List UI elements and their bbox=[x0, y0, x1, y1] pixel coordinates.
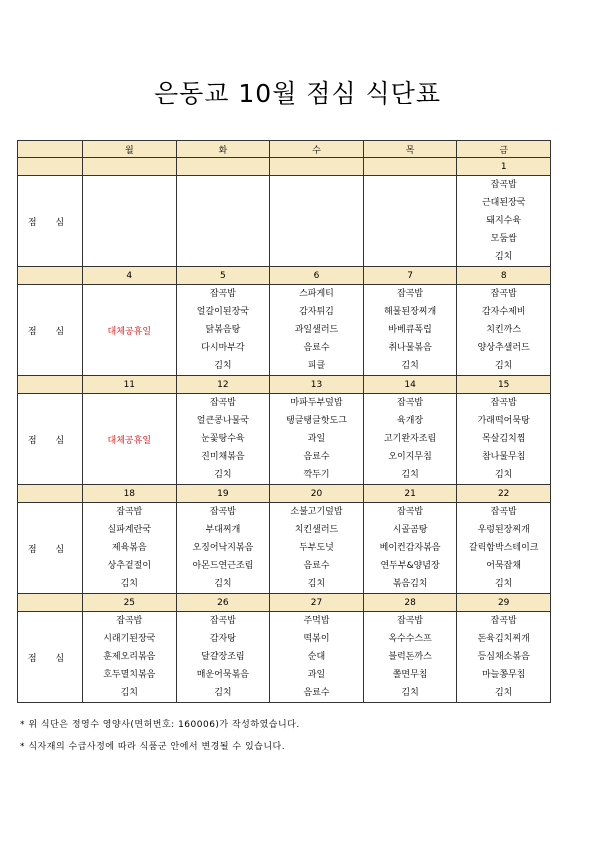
menu-item: 취나물볶음 bbox=[388, 343, 432, 353]
menu-cell-tue bbox=[176, 285, 270, 376]
menu-item: 목살김치찜 bbox=[481, 434, 526, 444]
date-cell-mon bbox=[83, 158, 177, 176]
menu-cell-tue bbox=[176, 394, 270, 485]
menu-item: 돈육김치찌개 bbox=[477, 634, 530, 644]
menu-item: 시골곰탕 bbox=[392, 525, 428, 535]
menu-item: 피클 bbox=[307, 361, 326, 371]
menu-item: 탱글탱글핫도그 bbox=[286, 416, 347, 426]
date-cell-fri: 8 bbox=[457, 267, 551, 285]
menu-item: 깍두기 bbox=[303, 470, 330, 480]
menu-item: 마파두부덮밥 bbox=[290, 398, 343, 408]
menu-item: 잡곡밥 bbox=[116, 616, 143, 626]
date-row-label bbox=[18, 267, 83, 285]
menu-item: 음료수 bbox=[303, 561, 330, 571]
menu-cell-fri bbox=[457, 503, 551, 594]
menu-item: 음료수 bbox=[303, 688, 330, 698]
menu-item: 눈꽃탕수육 bbox=[201, 434, 245, 444]
menu-item bbox=[270, 176, 363, 194]
menu-item: 얼큰콩나물국 bbox=[196, 416, 249, 426]
menu-item: 육개장 bbox=[397, 416, 424, 426]
page-title: 은동교 10월 점심 식단표 bbox=[153, 79, 441, 108]
menu-table bbox=[17, 140, 551, 703]
menu-item: 김치 bbox=[494, 579, 513, 589]
date-row bbox=[18, 485, 551, 503]
menu-item: 볶음김치 bbox=[392, 579, 428, 589]
menu-item: 과일 bbox=[307, 434, 326, 444]
menu-item: 진미채볶음 bbox=[201, 452, 245, 462]
menu-item: 잡곡밥 bbox=[209, 289, 236, 299]
menu-cell-wed bbox=[270, 612, 364, 703]
date-cell-tue: 5 bbox=[176, 267, 270, 285]
menu-item: 제육볶음 bbox=[111, 543, 147, 553]
menu-item: 과일샐러드 bbox=[294, 325, 339, 335]
header-corner bbox=[18, 141, 83, 158]
menu-row bbox=[18, 285, 551, 376]
menu-item: 잡곡밥 bbox=[397, 289, 424, 299]
menu-item: 오이지무침 bbox=[388, 452, 432, 462]
menu-item: 감자탕 bbox=[209, 634, 236, 644]
menu-item bbox=[83, 194, 176, 212]
date-cell-tue: 26 bbox=[176, 594, 270, 612]
header-wed: 수 bbox=[270, 141, 364, 158]
menu-item bbox=[364, 212, 457, 230]
menu-item: 참나물무침 bbox=[481, 452, 526, 462]
date-row bbox=[18, 267, 551, 285]
menu-item: 연두부&양념장 bbox=[380, 561, 440, 571]
holiday-cell: 대체공휴일 bbox=[83, 285, 177, 376]
menu-item: 오징어낙지볶음 bbox=[192, 543, 254, 553]
menu-item: 치킨까스 bbox=[486, 325, 522, 335]
menu-cell-mon bbox=[83, 612, 177, 703]
menu-item bbox=[177, 194, 270, 212]
menu-cell-thu bbox=[363, 394, 457, 485]
menu-cell-wed bbox=[270, 285, 364, 376]
meal-label: 점 심 bbox=[18, 503, 83, 594]
menu-item: 잡곡밥 bbox=[209, 398, 236, 408]
menu-item bbox=[83, 212, 176, 230]
menu-item: 잡곡밥 bbox=[490, 180, 517, 190]
date-row-label bbox=[18, 376, 83, 394]
date-cell-wed bbox=[270, 158, 364, 176]
menu-item: 블럭돈까스 bbox=[388, 652, 432, 662]
menu-cell-thu bbox=[363, 503, 457, 594]
menu-cell-thu bbox=[363, 285, 457, 376]
menu-item: 모둠쌈 bbox=[490, 234, 517, 244]
menu-item: 시래기된장국 bbox=[103, 634, 156, 644]
menu-item: 음료수 bbox=[303, 452, 330, 462]
note-author: * 위 식단은 정영수 영양사(면허번호: 160006)가 작성하였습니다. bbox=[20, 720, 300, 730]
menu-item: 순대 bbox=[307, 652, 326, 662]
menu-item: 고기완자조림 bbox=[383, 434, 437, 444]
menu-item: 주먹밥 bbox=[303, 616, 330, 626]
menu-item bbox=[83, 248, 176, 266]
date-cell-wed: 27 bbox=[270, 594, 364, 612]
menu-item: 김치 bbox=[494, 252, 513, 262]
menu-item bbox=[83, 176, 176, 194]
menu-item bbox=[364, 194, 457, 212]
menu-item: 베이컨감자볶음 bbox=[379, 543, 441, 553]
menu-cell-tue bbox=[176, 612, 270, 703]
menu-item bbox=[364, 230, 457, 248]
menu-item bbox=[364, 248, 457, 266]
menu-item bbox=[83, 230, 176, 248]
date-row bbox=[18, 158, 551, 176]
date-cell-tue: 19 bbox=[176, 485, 270, 503]
menu-item bbox=[364, 176, 457, 194]
menu-item bbox=[270, 212, 363, 230]
menu-item: 아몬드연근조림 bbox=[192, 561, 254, 571]
menu-item: 잡곡밥 bbox=[490, 289, 517, 299]
holiday-cell: 대체공휴일 bbox=[83, 394, 177, 485]
menu-item: 김치 bbox=[214, 688, 232, 698]
menu-item: 옥수수스프 bbox=[388, 634, 432, 644]
date-row-label bbox=[18, 594, 83, 612]
menu-item: 음료수 bbox=[303, 343, 330, 353]
menu-item: 잡곡밥 bbox=[397, 616, 424, 626]
menu-item: 어묵잡채 bbox=[486, 561, 522, 571]
menu-item: 감자수제비 bbox=[481, 307, 526, 317]
date-cell-fri: 22 bbox=[457, 485, 551, 503]
date-cell-thu: 21 bbox=[363, 485, 457, 503]
menu-item: 잡곡밥 bbox=[397, 398, 424, 408]
meal-label: 점 심 bbox=[18, 612, 83, 703]
menu-cell-tue bbox=[176, 503, 270, 594]
menu-item: 잡곡밥 bbox=[490, 616, 517, 626]
menu-item bbox=[177, 176, 270, 194]
menu-item: 잡곡밥 bbox=[397, 507, 424, 517]
menu-cell-wed bbox=[270, 503, 364, 594]
menu-item: 해물된장찌개 bbox=[383, 307, 437, 317]
date-row-label bbox=[18, 485, 83, 503]
date-cell-fri: 29 bbox=[457, 594, 551, 612]
meal-label: 점 심 bbox=[18, 394, 83, 485]
menu-item: 떡볶이 bbox=[303, 634, 330, 644]
date-row bbox=[18, 594, 551, 612]
menu-item bbox=[270, 230, 363, 248]
date-cell-wed: 6 bbox=[270, 267, 364, 285]
menu-item: 김치 bbox=[494, 688, 513, 698]
menu-item: 김치 bbox=[401, 688, 419, 698]
menu-item: 두부도넛 bbox=[299, 543, 334, 553]
menu-item: 근대된장국 bbox=[481, 198, 526, 208]
header-thu: 목 bbox=[363, 141, 457, 158]
menu-item: 호두멸치볶음 bbox=[103, 670, 156, 680]
menu-item bbox=[177, 212, 270, 230]
menu-item: 달걀장조림 bbox=[201, 652, 245, 662]
menu-item: 잡곡밥 bbox=[209, 507, 236, 517]
date-cell-thu: 7 bbox=[363, 267, 457, 285]
menu-cell-tue bbox=[176, 176, 270, 267]
date-cell-thu: 14 bbox=[363, 376, 457, 394]
note-change: * 식자재의 수급사정에 따라 식품군 안에서 변경될 수 있습니다. bbox=[20, 742, 286, 752]
menu-cell-fri bbox=[457, 285, 551, 376]
menu-item: 감자튀김 bbox=[299, 307, 334, 317]
menu-item: 치킨샐러드 bbox=[294, 525, 339, 535]
menu-item: 스파게티 bbox=[299, 289, 334, 299]
menu-cell-mon bbox=[83, 176, 177, 267]
date-cell-tue: 12 bbox=[176, 376, 270, 394]
date-row-label bbox=[18, 158, 83, 176]
menu-item: 김치 bbox=[214, 361, 232, 371]
menu-item bbox=[177, 248, 270, 266]
menu-row bbox=[18, 503, 551, 594]
menu-item: 잡곡밥 bbox=[116, 507, 143, 517]
menu-item: 김치 bbox=[401, 361, 419, 371]
menu-item: 김치 bbox=[120, 579, 138, 589]
menu-item: 양상추샐러드 bbox=[477, 343, 530, 353]
menu-item: 잡곡밥 bbox=[490, 398, 517, 408]
menu-item: 잡곡밥 bbox=[209, 616, 236, 626]
menu-cell-fri bbox=[457, 394, 551, 485]
menu-item: 소불고기덮밥 bbox=[290, 507, 343, 517]
menu-item: 쫄면무침 bbox=[392, 670, 428, 680]
menu-item: 김치 bbox=[401, 470, 419, 480]
menu-item: 과일 bbox=[307, 670, 326, 680]
menu-item: 김치 bbox=[214, 470, 232, 480]
date-cell-fri: 15 bbox=[457, 376, 551, 394]
date-cell-thu bbox=[363, 158, 457, 176]
menu-item: 김치 bbox=[214, 579, 232, 589]
menu-item: 김치 bbox=[494, 470, 513, 480]
menu-cell-thu bbox=[363, 612, 457, 703]
menu-cell-fri bbox=[457, 612, 551, 703]
menu-item: 우렁된장찌개 bbox=[477, 525, 530, 535]
date-cell-fri: 1 bbox=[457, 158, 551, 176]
date-row bbox=[18, 376, 551, 394]
menu-item: 김치 bbox=[307, 579, 326, 589]
menu-item: 상추겉절이 bbox=[107, 561, 152, 571]
menu-item: 김치 bbox=[494, 361, 513, 371]
menu-item bbox=[270, 248, 363, 266]
menu-item: 얼갈이된장국 bbox=[196, 307, 249, 317]
menu-cell-mon bbox=[83, 503, 177, 594]
header-tue: 화 bbox=[176, 141, 270, 158]
menu-row bbox=[18, 394, 551, 485]
header-mon: 월 bbox=[83, 141, 177, 158]
menu-item: 돼지수육 bbox=[486, 216, 522, 226]
menu-item: 닭볶음탕 bbox=[205, 325, 241, 335]
header-fri: 금 bbox=[457, 141, 551, 158]
date-cell-mon: 18 bbox=[83, 485, 177, 503]
menu-item bbox=[270, 194, 363, 212]
menu-item: 실파계란국 bbox=[107, 525, 152, 535]
menu-item: 바베큐폭립 bbox=[388, 325, 432, 335]
menu-item: 부대찌개 bbox=[205, 525, 241, 535]
notes bbox=[20, 718, 300, 762]
date-cell-mon: 4 bbox=[83, 267, 177, 285]
menu-item: 매운어묵볶음 bbox=[196, 670, 249, 680]
menu-cell-wed bbox=[270, 394, 364, 485]
date-cell-mon: 25 bbox=[83, 594, 177, 612]
menu-table-body bbox=[18, 141, 551, 703]
menu-item: 다시마부각 bbox=[201, 343, 245, 353]
date-cell-thu: 28 bbox=[363, 594, 457, 612]
menu-cell-fri bbox=[457, 176, 551, 267]
menu-item: 김치 bbox=[120, 688, 138, 698]
menu-cell-wed bbox=[270, 176, 364, 267]
menu-item bbox=[177, 230, 270, 248]
menu-item: 마늘쫑무침 bbox=[481, 670, 526, 680]
menu-cell-thu bbox=[363, 176, 457, 267]
date-cell-wed: 13 bbox=[270, 376, 364, 394]
date-cell-mon: 11 bbox=[83, 376, 177, 394]
weekday-header-row bbox=[18, 141, 551, 158]
menu-item: 잡곡밥 bbox=[490, 507, 517, 517]
meal-label: 점 심 bbox=[18, 285, 83, 376]
menu-item: 등심채소볶음 bbox=[477, 652, 530, 662]
menu-row bbox=[18, 612, 551, 703]
menu-row bbox=[18, 176, 551, 267]
menu-item: 훈제오리볶음 bbox=[103, 652, 156, 662]
meal-label: 점 심 bbox=[18, 176, 83, 267]
date-cell-wed: 20 bbox=[270, 485, 364, 503]
menu-item: 가래떡어묵탕 bbox=[477, 416, 530, 426]
date-cell-tue bbox=[176, 158, 270, 176]
menu-item: 갈릭함박스테이크 bbox=[468, 543, 539, 553]
